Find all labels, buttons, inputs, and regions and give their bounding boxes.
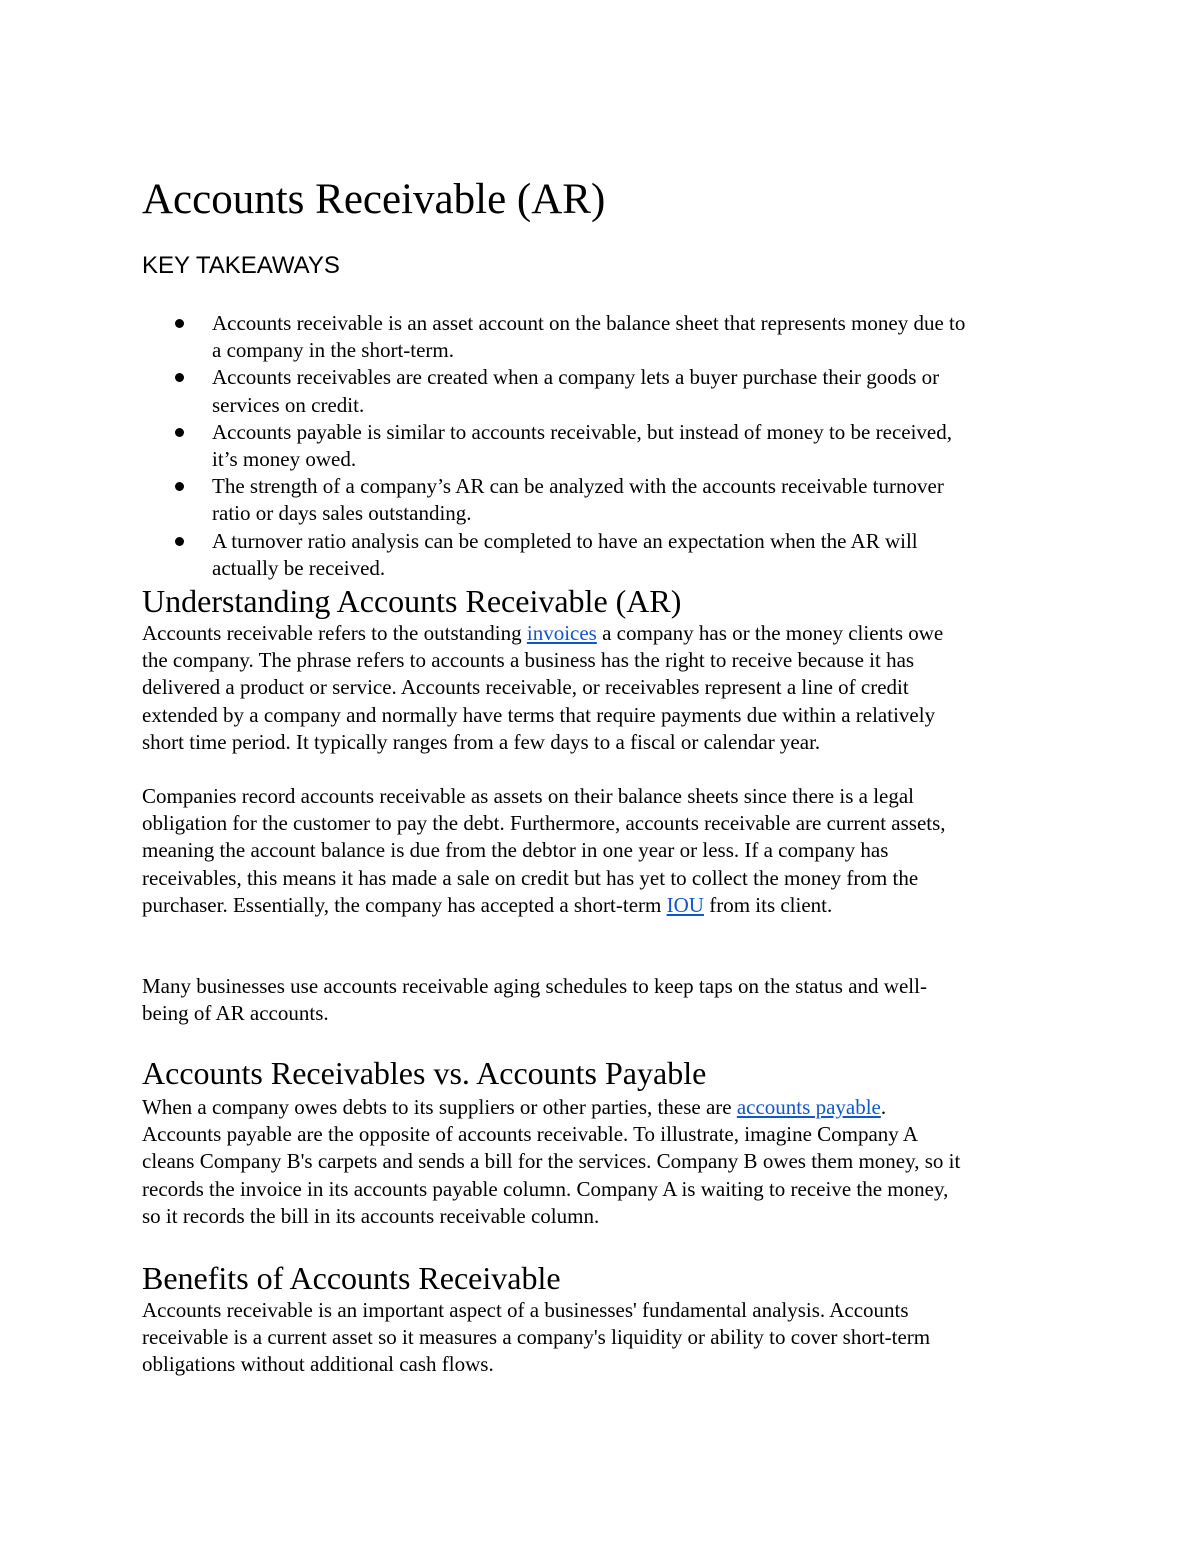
text-span: a company has or the money clients owe bbox=[596, 621, 944, 645]
paragraph-line bbox=[142, 1094, 960, 1121]
paragraph-line: obligations without additional cash flows. bbox=[142, 1352, 494, 1377]
bullet-icon bbox=[175, 428, 184, 437]
list-item-line: Accounts receivables are created when a company lets a buyer purchase their goods or bbox=[212, 365, 940, 390]
paragraph-line bbox=[142, 892, 946, 919]
list-item-line: services on credit. bbox=[212, 392, 365, 417]
paragraph-line: being of AR accounts. bbox=[142, 1001, 329, 1026]
list-item bbox=[212, 419, 965, 473]
benefits-heading: Benefits of Accounts Receivable bbox=[142, 1260, 561, 1296]
paragraph-line: Companies record accounts receivable as assets on their balance sheets since there is a legal bbox=[142, 784, 915, 808]
list-item-line: The strength of a company’s AR can be analyzed with the accounts receivable turnover bbox=[212, 474, 944, 499]
paragraph-line: records the invoice in its accounts payable column. Company A is waiting to receive the money, bbox=[142, 1176, 949, 1201]
paragraph-line: Accounts receivable is an important aspect of a businesses' fundamental analysis. Accounts bbox=[142, 1298, 909, 1322]
paragraph-line: obligation for the customer to pay the debt. Furthermore, accounts receivable are current assets, bbox=[142, 811, 946, 836]
list-item-line: A turnover ratio analysis can be completed to have an expectation when the AR will bbox=[212, 528, 918, 553]
understanding-paragraph-1 bbox=[142, 620, 943, 756]
paragraph-line: the company. The phrase refers to accounts a business has the right to receive because it has bbox=[142, 648, 915, 673]
paragraph-line: Accounts payable are the opposite of accounts receivable. To illustrate, imagine Company A bbox=[142, 1122, 919, 1147]
bullet-icon bbox=[175, 319, 184, 328]
paragraph-line: so it records the bill in its accounts receivable column. bbox=[142, 1203, 600, 1228]
text-span: from its client. bbox=[703, 892, 833, 917]
list-item-line: ratio or days sales outstanding. bbox=[212, 501, 472, 526]
list-item-line: it’s money owed. bbox=[212, 447, 357, 472]
vs-payable-paragraph bbox=[142, 1094, 960, 1230]
paragraph-line: receivable is a current asset so it measures a company's liquidity or ability to cover short-term bbox=[142, 1325, 931, 1350]
text-span: Accounts receivable refers to the outstanding bbox=[142, 621, 527, 645]
paragraph-line bbox=[142, 620, 943, 647]
list-item-line: a company in the short-term. bbox=[212, 338, 455, 363]
list-item bbox=[212, 528, 965, 582]
understanding-paragraph-3 bbox=[142, 973, 927, 1027]
list-item bbox=[212, 310, 965, 364]
text-span: purchaser. Essentially, the company has accepted a short-term bbox=[142, 892, 667, 917]
vs-payable-heading: Accounts Receivables vs. Accounts Payable bbox=[142, 1055, 707, 1091]
understanding-heading: Understanding Accounts Receivable (AR) bbox=[142, 583, 682, 619]
text-span: When a company owes debts to its suppliers or other parties, these are bbox=[142, 1095, 737, 1119]
bullet-icon bbox=[175, 537, 184, 546]
paragraph-line: cleans Company B's carpets and sends a bill for the services. Company B owes them money, so it bbox=[142, 1149, 961, 1174]
paragraph-line: short time period. It typically ranges from a few days to a fiscal or calendar year. bbox=[142, 729, 821, 754]
paragraph-line: delivered a product or service. Accounts receivable, or receivables represent a line of credit bbox=[142, 675, 909, 700]
paragraph-line: meaning the account balance is due from the debtor in one year or less. If a company has bbox=[142, 838, 889, 863]
key-takeaways-list bbox=[212, 310, 965, 582]
page-title: Accounts Receivable (AR) bbox=[142, 176, 606, 223]
list-item-line: Accounts payable is similar to accounts receivable, but instead of money to be received, bbox=[212, 419, 952, 444]
list-item bbox=[212, 473, 965, 527]
list-item bbox=[212, 364, 965, 418]
key-takeaways-heading: KEY TAKEAWAYS bbox=[142, 252, 340, 279]
paragraph-line: Many businesses use accounts receivable aging schedules to keep taps on the status and well- bbox=[142, 974, 927, 998]
bullet-icon bbox=[175, 482, 184, 491]
text-span: . bbox=[880, 1095, 887, 1119]
accounts-payable-link[interactable]: accounts payable bbox=[736, 1095, 881, 1119]
list-item-line: Accounts receivable is an asset account on the balance sheet that represents money due to bbox=[212, 311, 966, 335]
list-item-line: actually be received. bbox=[212, 555, 386, 580]
invoices-link[interactable]: invoices bbox=[526, 621, 597, 645]
benefits-paragraph bbox=[142, 1297, 930, 1379]
paragraph-line: receivables, this means it has made a sale on credit but has yet to collect the money from the bbox=[142, 865, 919, 890]
bullet-icon bbox=[175, 373, 184, 382]
iou-link[interactable]: IOU bbox=[666, 892, 704, 917]
understanding-paragraph-2 bbox=[142, 783, 946, 919]
paragraph-line: extended by a company and normally have terms that require payments due within a relatively bbox=[142, 702, 936, 727]
